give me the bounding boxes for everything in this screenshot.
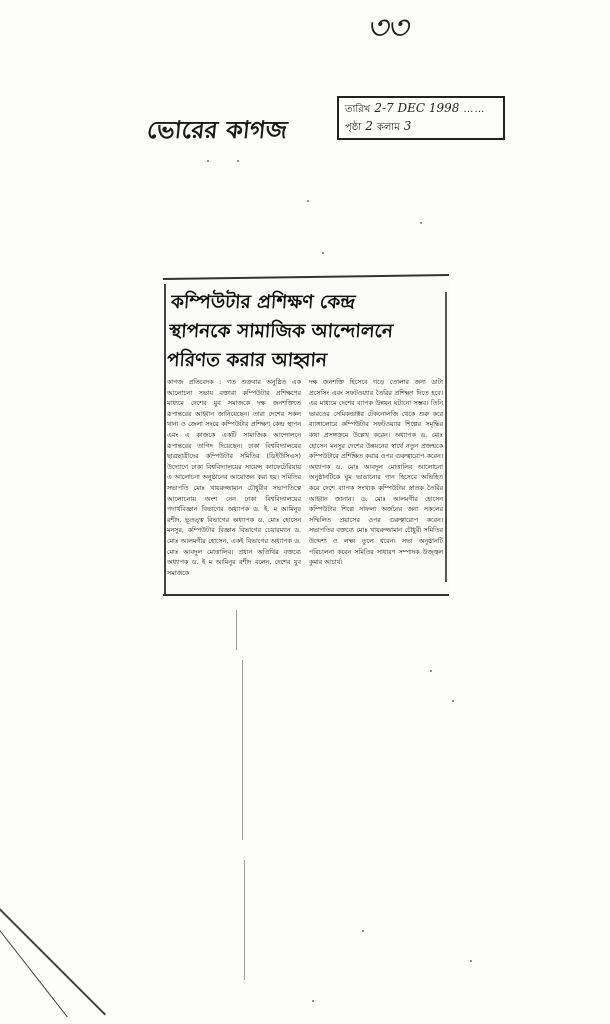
handwritten-page-number: ৩৩ [366,8,407,48]
stamp-column-value: 3 [403,119,412,133]
scan-speck [237,160,239,162]
scan-speck [470,960,472,962]
stamp-date-label: তারিখ [345,104,371,115]
article-column-left [167,378,301,590]
clipping-edge-left [164,284,166,594]
stamp-column-label: কলাম [376,122,400,133]
stamp-page-label: পৃষ্ঠা [345,122,362,133]
scan-speck [307,200,309,202]
scan-scratch [244,860,245,980]
archive-stamp [337,96,505,140]
stamp-page-row [345,119,497,137]
column-text: কাগজ প্রতিবেদক : গত শুক্রবার অনুষ্ঠিত এক আলোচনা সভায় বক্তারা কম্পিউটার প্রশিক্ষণের মাধ্যমে দেশের যুব সমাজকে দক্ষ জনশক্তিতে রূপান্তরের আহ্বান জানিয়েছেন। তারা দেশের সকল থানা ও জেলা সদরে কম্পিউটার প্রশিক্ষণ কেন্দ্র স্থাপন এবং এ কাজকে একটি সামাজিক আন্দোলনে রূপান্তরের তাগিদ দিয়েছেন। ঢাকা বিশ্ববিদ্যালয়ের ছাত্রছাত্রীদের কম্পিউটার সমিতির (ডিইউসিএস) উদ্যোগে ঢাকা বিশ্ববিদ্যালয়ের সায়েন্স ক্যাফেটেরিয়ায় এ আলোচনা অনুষ্ঠানের আয়োজন করা হয়। সমিতির সভাপতি মোঃ খায়রুজ্জামান চৌধুরীর সভাপতিত্বে আলোচনায় অংশ নেন ঢাকা বিশ্ববিদ্যালয়ের পদার্থবিজ্ঞান বিভাগের অধ্যাপক ড. ই. ম আমিনুর রশীদ, ভূতত্ত্ব বিভাগের অধ্যাপক ড. মোঃ হোসেন মনসুর, কম্পিউটার বিজ্ঞান বিভাগের চেয়ারম্যান ড. মোঃ আলমগীর হোসেন, একই বিভাগের অধ্যাপক ড. মোঃ আবদুল মোত্তালিব। প্রধান অতিথির বক্তব্যে অধ্যাপক ড. ই ম আমিনুর রশীদ বলেন, দেশের যুব সমাজকে [167,379,301,577]
clipping-edge-right [445,292,447,582]
headline-line: কম্পিউটার প্রশিক্ষণ কেন্দ্র [170,292,356,313]
scan-speck [452,700,454,702]
newspaper-clipping [163,278,449,598]
clipping-edge-top [163,274,449,280]
scan-scratch [242,660,243,840]
column-text: দক্ষ জনশক্তি হিসেবে গড়ে তোলার জন্য ডাটা প্রসেসিং এবং সফটওয়্যার তৈরির প্রশিক্ষণ দিতে হবে। এর মাধ্যমে দেশের ব্যাপক উন্নয়ন ঘটানো সম্ভব। তিনি ভারতের সেমিকন্ডাক্টর টেকনোলজি থেকে শুরু করে ব্যাঙ্গালোরে কম্পিউটার সফটওয়্যার শিল্পের সমৃদ্ধির কথা প্রসঙ্গক্রমে উল্লেখ করেন। অধ্যাপক ড. মোঃ হোসেন মনসুর দেশের উন্নয়নের স্বার্থে নতুন প্রজন্মকে কম্পিউটারে প্রশিক্ষিত করার ওপর গুরুত্বারোপ করেন। অধ্যাপক ড. মোঃ আবদুল মোত্তালিব আলোচনা অনুষ্ঠানটিকে ঘুম ভাঙানোর গান হিসেবে অভিহিত করে দেশে ব্যাপক সংখ্যক কম্পিউটার স্নাতক তৈরির আহ্বান জানান। ড. মোঃ আলমগীর হোসেন কম্পিউটার শিল্পে সাফল্য অর্জনের জন্য সকলের সম্মিলিত প্রয়াসের ওপর গুরুত্বারোপ করেন। সভাপতির বক্তব্যে মোঃ খায়রুজ্জামান চৌধুরী সমিতির উদ্দেশ্য ও লক্ষ্য তুলে ধরেন। সভা অনুষ্ঠানটি পরিচালনা করেন সমিতির সাধারণ সম্পাদক উজ্জ্বল কুমার আচার্য। [309,379,443,567]
scan-speck [207,160,209,162]
headline-line: স্থাপনকে সামাজিক আন্দোলনে [168,321,394,342]
scan-speck [312,1000,314,1002]
newspaper-masthead: ভোরের কাগজ [145,116,289,144]
stamp-date-row [345,101,497,119]
scan-speck [322,252,324,254]
headline-line: পরিণত করার আহ্বান [166,350,328,371]
scan-scratch [236,610,237,650]
clipping-edge-bottom [163,594,449,596]
scan-speck [430,670,432,672]
article-column-right [309,378,443,590]
article-headline [166,288,444,375]
stamp-date-value: 2-7 DEC 1998 [374,101,460,115]
stamp-page-value: 2 [365,119,373,133]
stamp-dots: …… [463,104,486,115]
article-body [167,378,443,590]
scan-speck [362,930,364,932]
scan-speck [420,222,422,224]
